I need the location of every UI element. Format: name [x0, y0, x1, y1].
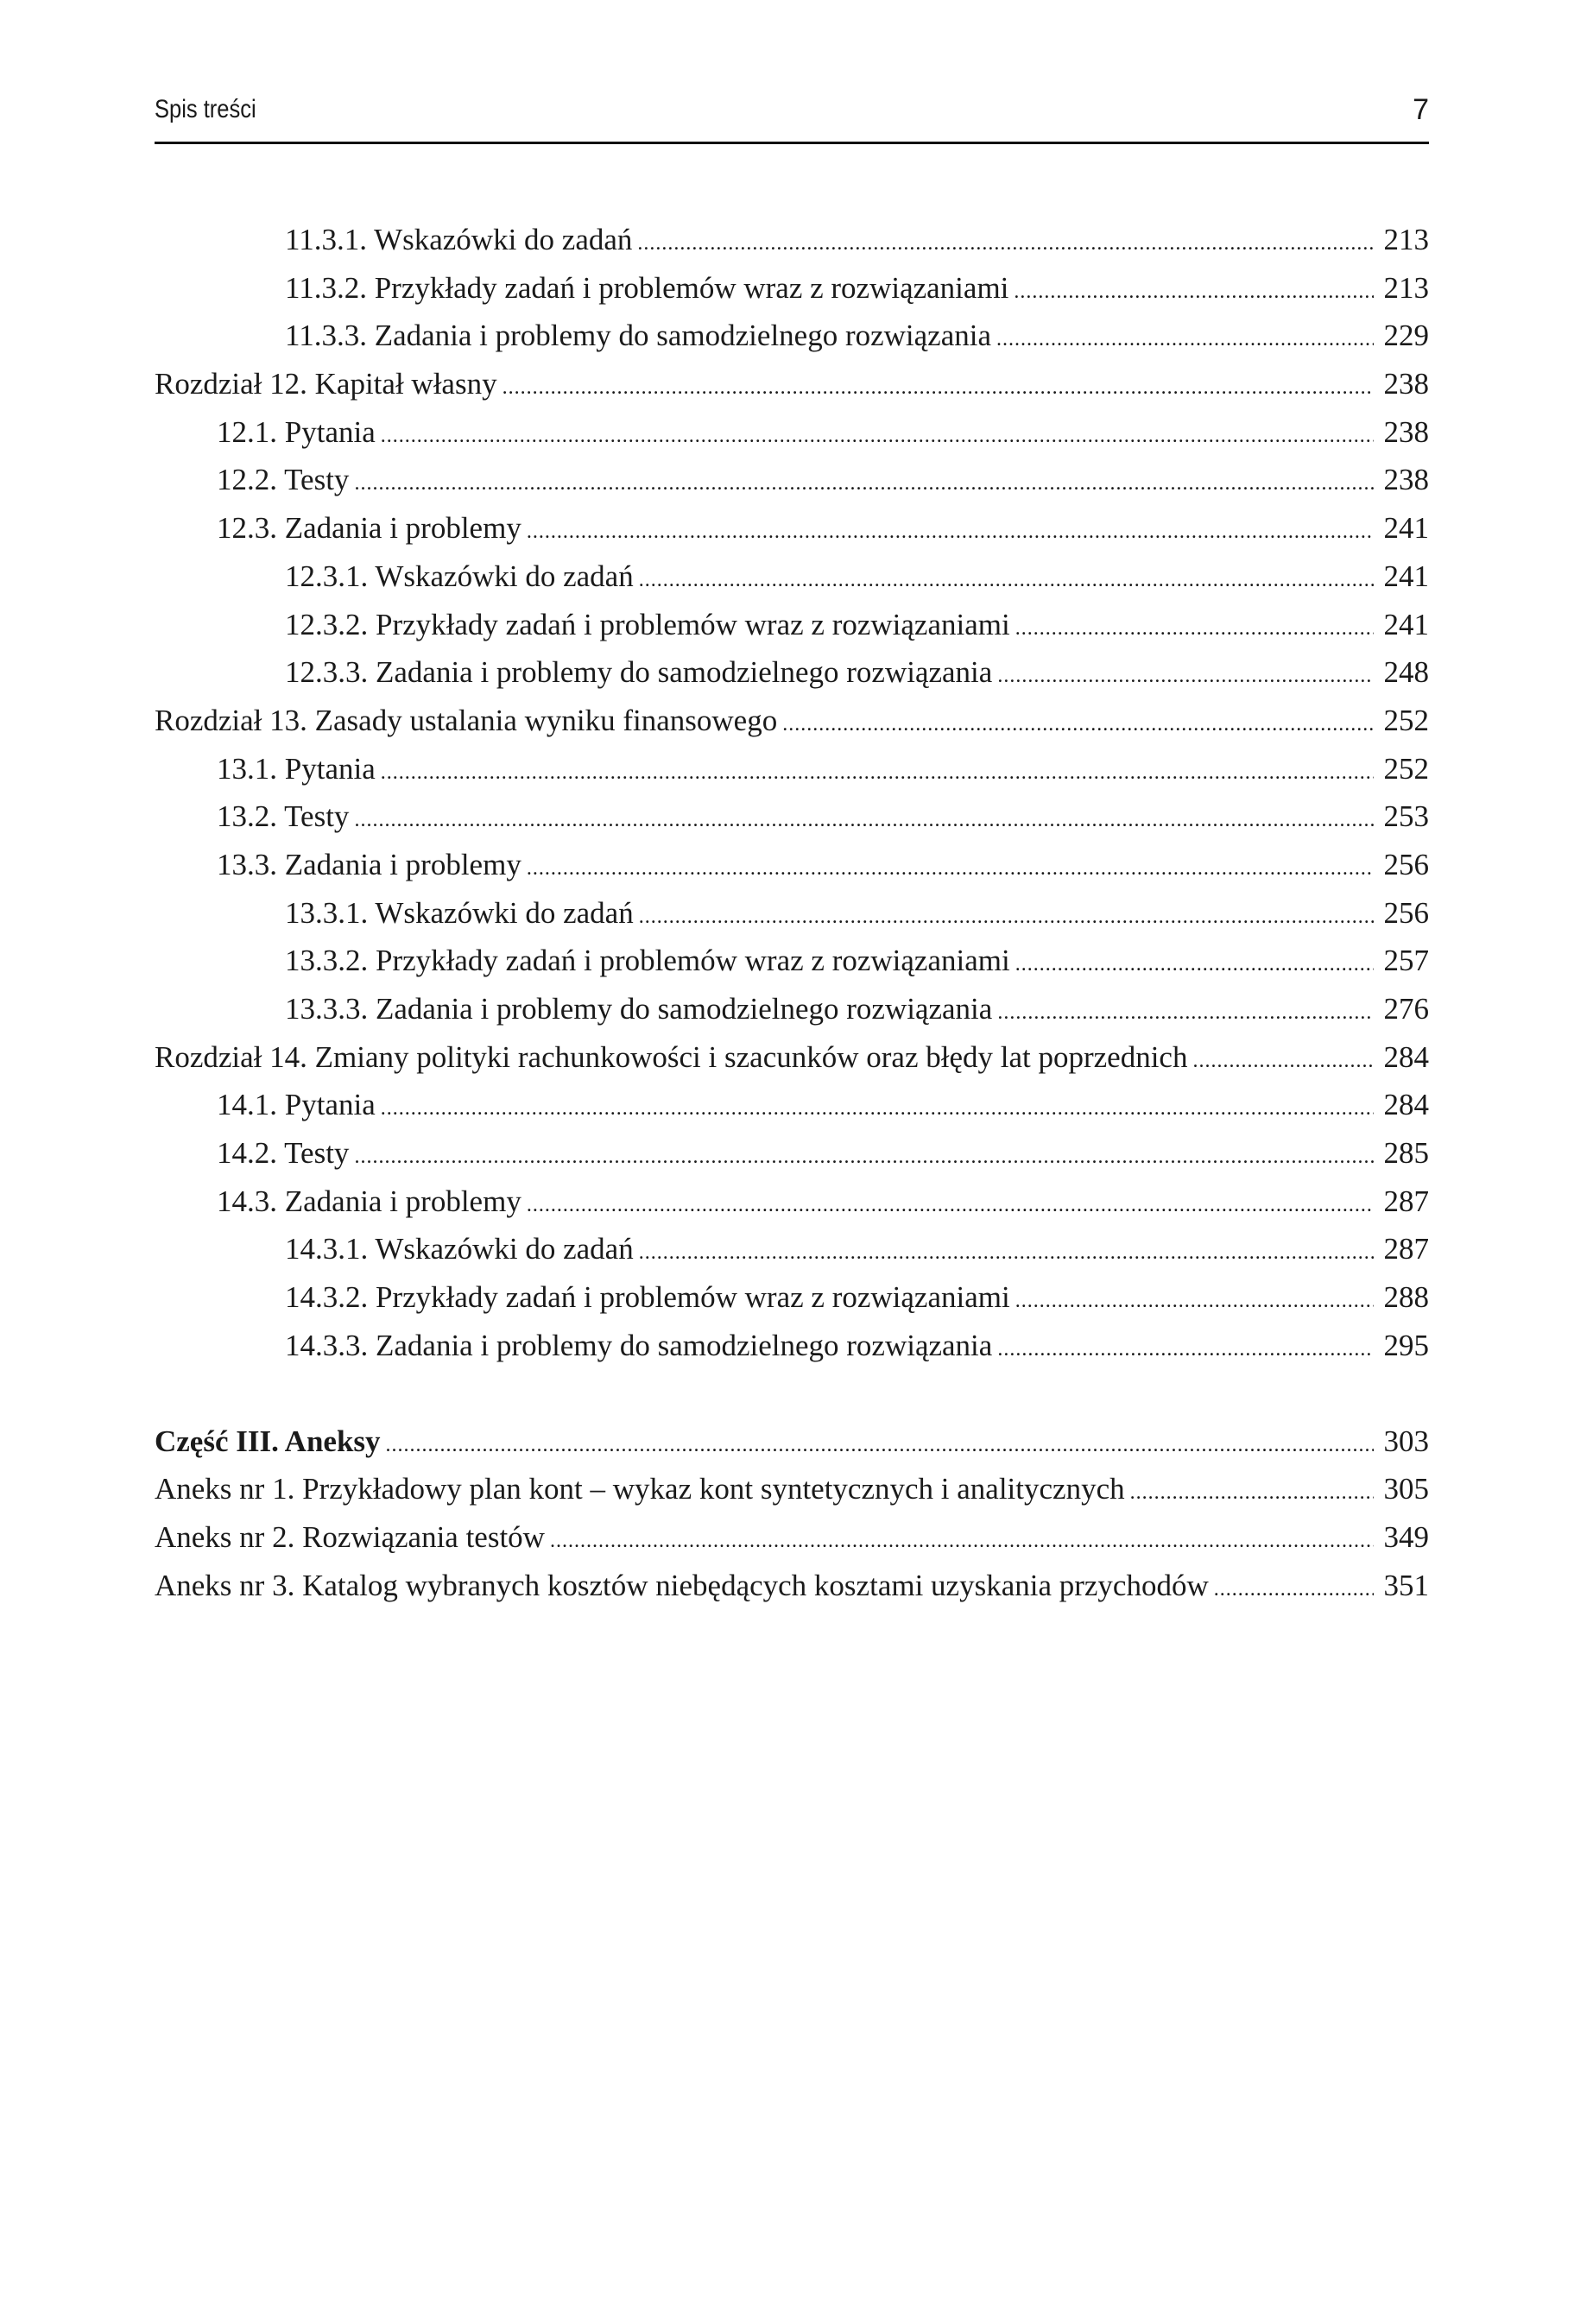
toc-entry-page: 276 — [1383, 992, 1429, 1026]
leader-dots — [354, 797, 1374, 845]
leader-dots — [1192, 1038, 1374, 1086]
toc-entry[interactable] — [155, 408, 1429, 457]
header-page-number: 7 — [1413, 93, 1429, 126]
toc-entry-page: 257 — [1383, 944, 1429, 978]
toc-entry[interactable] — [155, 1322, 1429, 1370]
leader-dots — [381, 413, 1374, 461]
leader-dots — [639, 894, 1374, 942]
toc-entry-page: 349 — [1383, 1519, 1429, 1554]
toc-entry-label: 13.3.1. Wskazówki do zadań — [285, 895, 634, 930]
toc-part[interactable] — [155, 1418, 1429, 1466]
toc-entry-page: 305 — [1383, 1472, 1429, 1506]
toc-entry-label: 11.3.1. Wskazówki do zadań — [285, 223, 633, 256]
leader-dots — [997, 1326, 1374, 1374]
toc-entry-page: 303 — [1383, 1424, 1429, 1458]
toc-entry[interactable] — [155, 1225, 1429, 1273]
toc-entry-page: 229 — [1383, 319, 1429, 353]
toc-entry-label: 13.3. Zadania i problemy — [217, 847, 522, 881]
header-rule — [155, 142, 1429, 144]
toc-appendix[interactable] — [155, 1513, 1429, 1562]
leader-dots — [1015, 1278, 1374, 1326]
toc-entry-page: 284 — [1383, 1088, 1429, 1122]
toc-entry[interactable] — [155, 601, 1429, 649]
toc-entry-label: 14.3.2. Przykłady zadań i problemów wraz z rozwiązaniami — [285, 1280, 1010, 1315]
toc-entry-label: 14.2. Testy — [217, 1136, 350, 1171]
toc-entry-page: 253 — [1383, 799, 1429, 834]
toc-appendix[interactable] — [155, 1465, 1429, 1513]
toc-entry-label: 14.1. Pytania — [217, 1088, 376, 1122]
leader-dots — [1015, 941, 1374, 989]
toc-entry-page: 287 — [1383, 1184, 1429, 1218]
toc-entry[interactable] — [155, 312, 1429, 360]
toc-entry-page: 256 — [1383, 847, 1429, 881]
toc-entry[interactable] — [155, 745, 1429, 793]
toc-entry[interactable] — [155, 264, 1429, 313]
toc-entry[interactable] — [155, 1178, 1429, 1226]
toc-entry-page: 238 — [1383, 414, 1429, 449]
toc-entry-label: Aneks nr 3. Katalog wybranych kosztów niebędących kosztami uzyskania przychodów — [155, 1568, 1209, 1602]
toc-entry[interactable] — [155, 648, 1429, 697]
toc-entry-page: 285 — [1383, 1136, 1429, 1171]
toc-entry-page: 238 — [1383, 463, 1429, 497]
toc-chapter[interactable] — [155, 1033, 1429, 1082]
toc-entry-page: 288 — [1383, 1280, 1429, 1315]
leader-dots — [527, 845, 1374, 894]
toc-appendix[interactable] — [155, 1562, 1429, 1610]
toc-entry-label: 12.3.3. Zadania i problemy do samodzielnego rozwiązania — [285, 655, 993, 690]
toc-entry[interactable] — [155, 1273, 1429, 1322]
toc-entry[interactable] — [155, 456, 1429, 504]
toc-entry[interactable] — [155, 985, 1429, 1033]
leader-dots — [381, 1085, 1374, 1134]
toc-entry-page: 248 — [1383, 655, 1429, 690]
leader-dots — [1014, 268, 1374, 317]
toc-entry-label: 12.3. Zadania i problemy — [217, 511, 522, 546]
toc-entry-page: 238 — [1383, 367, 1429, 401]
toc-entry-page: 213 — [1383, 223, 1429, 256]
leader-dots — [1015, 605, 1374, 654]
leader-dots — [639, 557, 1374, 605]
leader-dots — [1214, 1566, 1374, 1614]
toc-entry-label: Aneks nr 1. Przykładowy plan kont – wykaz kont syntetycznych i analitycznych — [155, 1472, 1125, 1506]
leader-dots — [782, 701, 1374, 749]
running-header — [155, 86, 1429, 143]
leader-dots — [527, 508, 1374, 557]
toc-entry-page: 252 — [1383, 703, 1429, 737]
leader-dots — [997, 653, 1374, 701]
leader-dots — [996, 316, 1374, 364]
toc-entry-label: 12.3.1. Wskazówki do zadań — [285, 559, 634, 593]
toc-entry-label: 13.2. Testy — [217, 799, 350, 834]
toc-entry-label: Rozdział 12. Kapitał własny — [155, 367, 497, 401]
toc-entry[interactable] — [155, 216, 1429, 264]
toc-entry-page: 213 — [1383, 270, 1429, 305]
toc-entry-page: 295 — [1383, 1328, 1429, 1362]
toc-entry-label: 14.3.1. Wskazówki do zadań — [285, 1232, 634, 1266]
toc-entry-label: Część III. Aneksy — [155, 1424, 381, 1458]
leader-dots — [997, 989, 1374, 1038]
toc-entry-label: Rozdział 13. Zasady ustalania wyniku finansowego — [155, 703, 778, 737]
toc-entry-label: 13.3.3. Zadania i problemy do samodzielnego rozwiązania — [285, 992, 993, 1026]
section-gap — [155, 1370, 1429, 1418]
toc-entry-label: 11.3.2. Przykłady zadań i problemów wraz z rozwiązaniami — [285, 270, 1009, 305]
toc-entry-label: 14.3. Zadania i problemy — [217, 1184, 522, 1218]
toc-entry[interactable] — [155, 841, 1429, 889]
toc-entry[interactable] — [155, 1129, 1429, 1178]
toc-entry-label: 12.1. Pytania — [217, 414, 376, 449]
toc-entry-label: 13.1. Pytania — [217, 751, 376, 786]
header-title: Spis treści — [155, 95, 256, 123]
toc-entry-page: 256 — [1383, 895, 1429, 930]
toc-entry-label: 11.3.3. Zadania i problemy do samodzielnego rozwiązania — [285, 319, 992, 353]
toc-entry-page: 241 — [1383, 511, 1429, 546]
leader-dots — [1130, 1469, 1374, 1518]
toc-entry-page: 287 — [1383, 1232, 1429, 1266]
toc-entry-page: 241 — [1383, 607, 1429, 641]
toc-chapter[interactable] — [155, 360, 1429, 408]
toc-entry-label: 12.2. Testy — [217, 463, 350, 497]
leader-dots — [354, 460, 1374, 508]
toc-entry-label: Rozdział 14. Zmiany polityki rachunkowości i szacunków oraz błędy lat poprzednich — [155, 1039, 1188, 1074]
toc-entry-page: 241 — [1383, 559, 1429, 593]
toc-entry-label: 14.3.3. Zadania i problemy do samodzielnego rozwiązania — [285, 1328, 993, 1362]
toc-entry-page: 252 — [1383, 751, 1429, 786]
leader-dots — [354, 1134, 1374, 1182]
leader-dots — [637, 220, 1374, 268]
toc-entry[interactable] — [155, 937, 1429, 985]
toc-entry-label: Aneks nr 2. Rozwiązania testów — [155, 1519, 545, 1554]
leader-dots — [381, 749, 1374, 798]
table-of-contents — [155, 216, 1429, 1609]
leader-dots — [550, 1518, 1374, 1566]
toc-entry-label: 13.3.2. Przykłady zadań i problemów wraz z rozwiązaniami — [285, 944, 1010, 978]
toc-entry-page: 351 — [1383, 1568, 1429, 1602]
toc-entry[interactable] — [155, 504, 1429, 553]
toc-entry[interactable] — [155, 889, 1429, 938]
toc-entry[interactable] — [155, 553, 1429, 601]
leader-dots — [527, 1182, 1374, 1230]
leader-dots — [639, 1229, 1374, 1278]
toc-entry[interactable] — [155, 793, 1429, 841]
toc-chapter[interactable] — [155, 697, 1429, 745]
leader-dots — [386, 1422, 1374, 1470]
leader-dots — [503, 364, 1374, 413]
toc-entry-label: 12.3.2. Przykłady zadań i problemów wraz z rozwiązaniami — [285, 607, 1010, 641]
toc-entry[interactable] — [155, 1081, 1429, 1129]
toc-entry-page: 284 — [1383, 1039, 1429, 1074]
